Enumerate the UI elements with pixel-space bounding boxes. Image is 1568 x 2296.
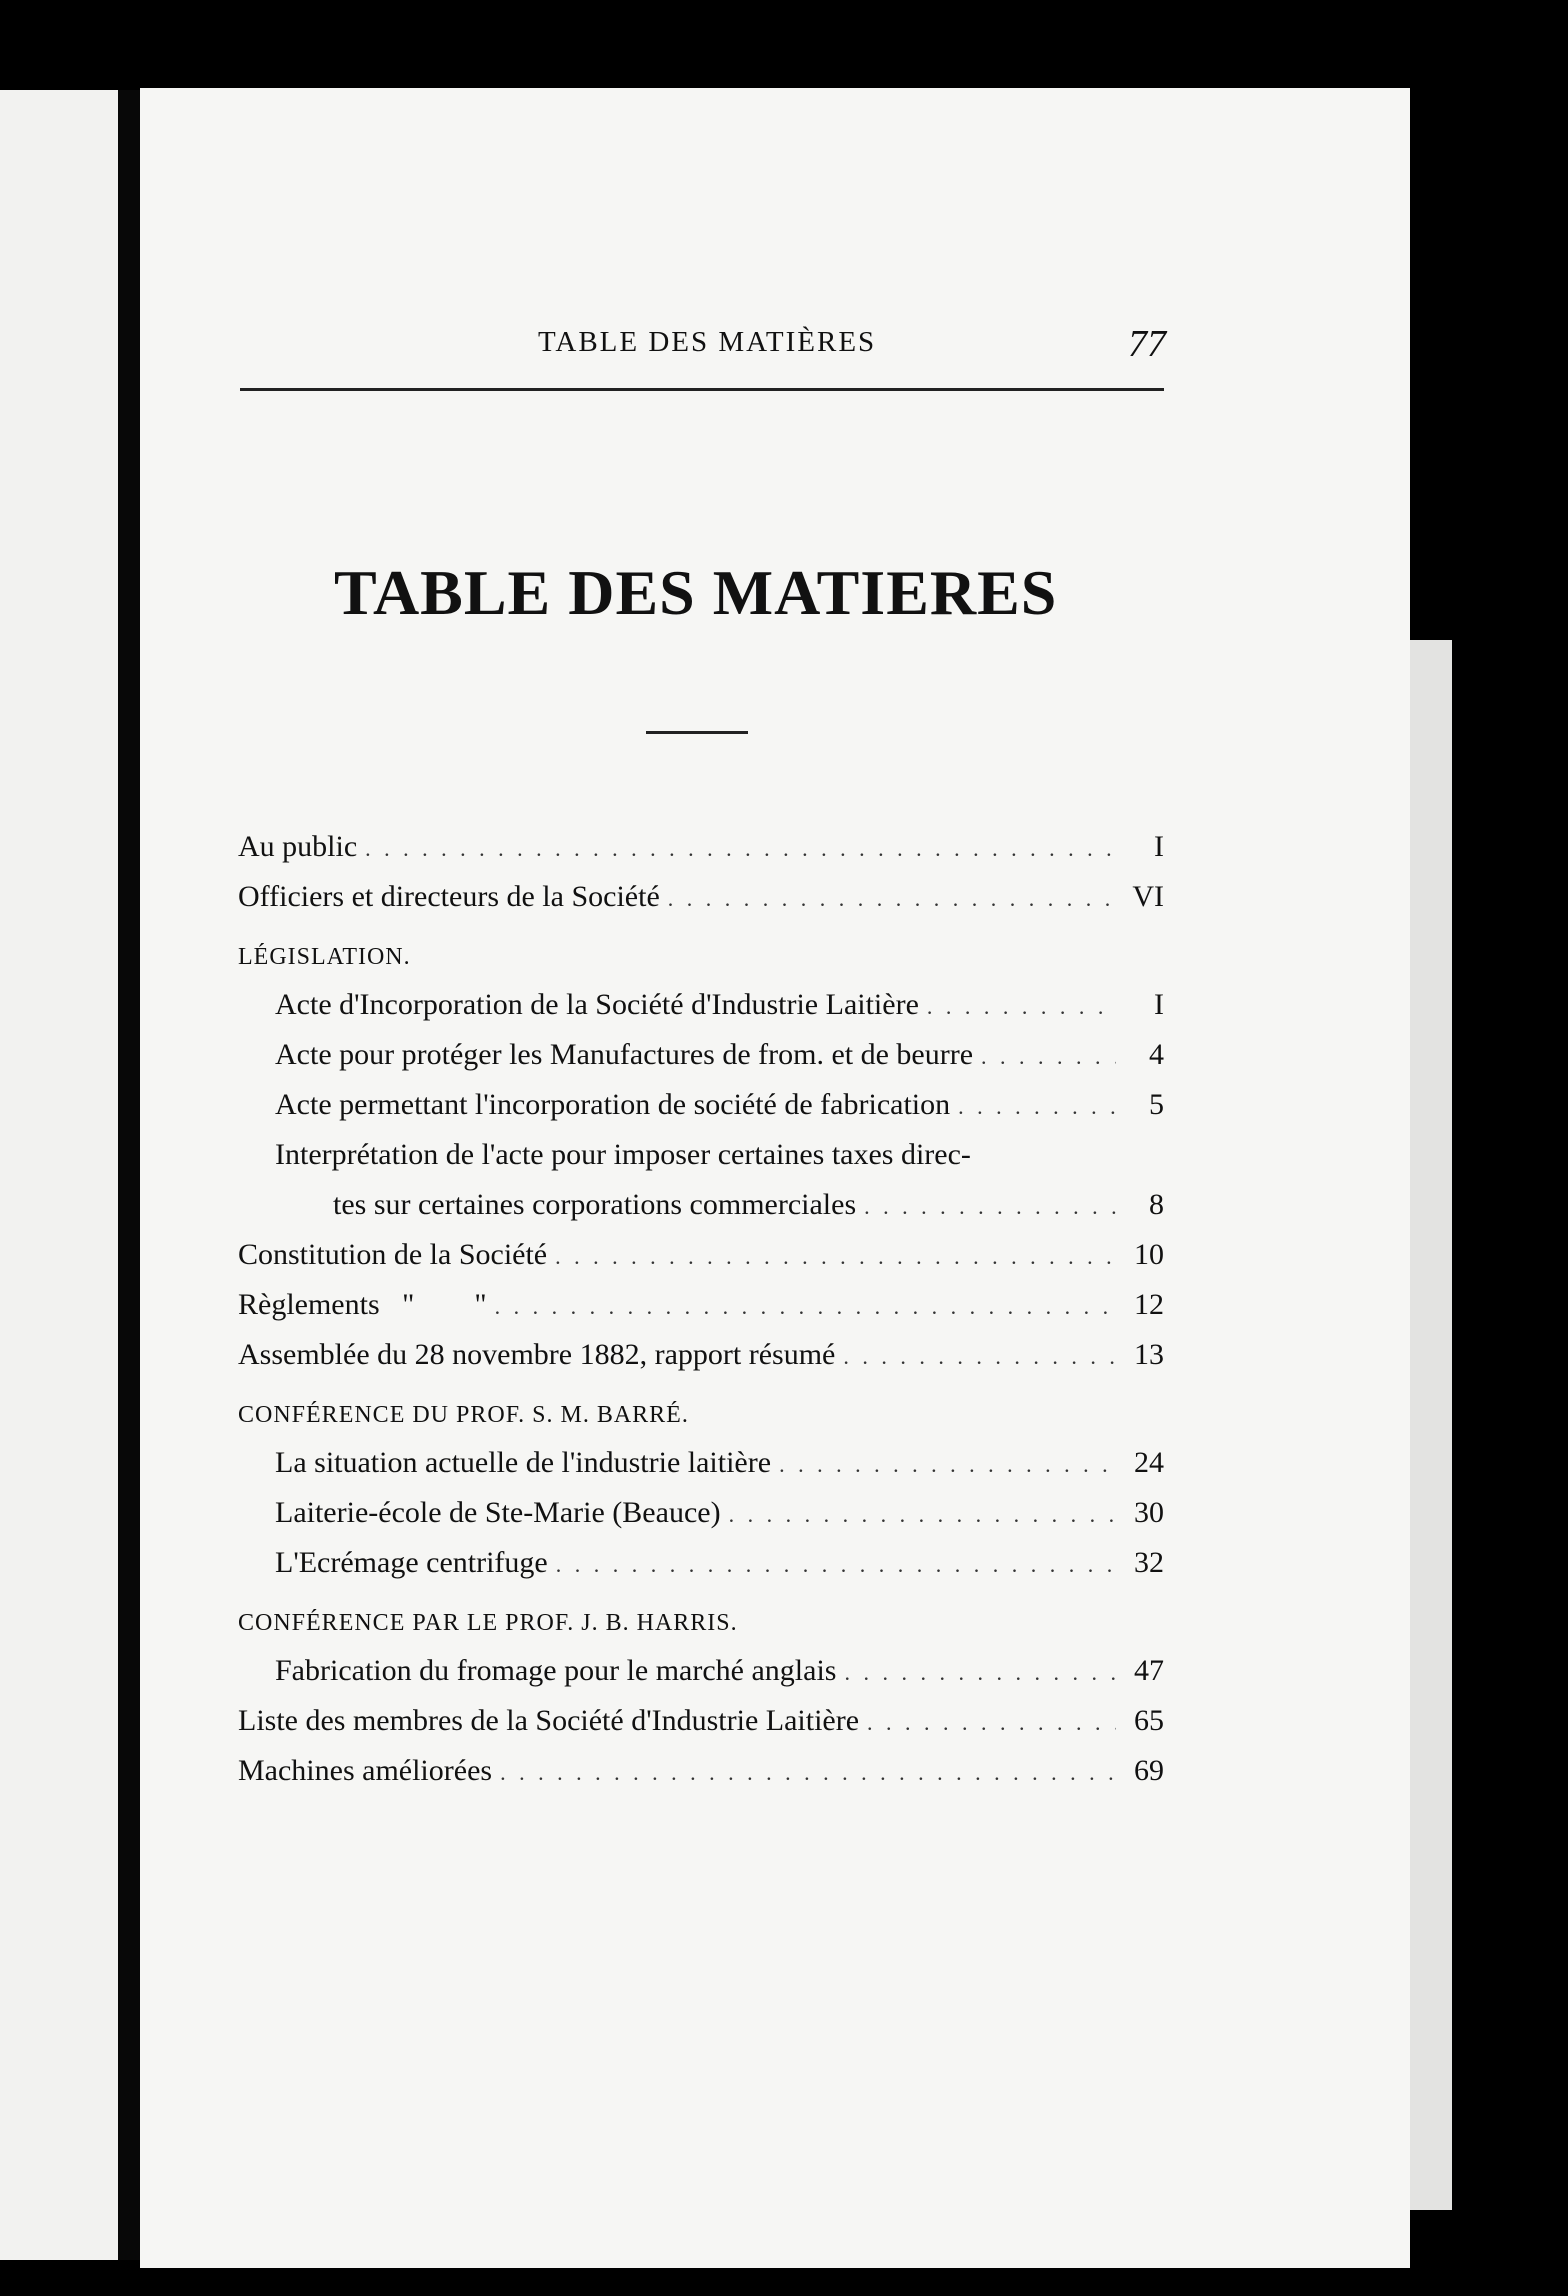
toc-entry-label: Acte permettant l'incorporation de société de fabrication: [275, 1088, 951, 1121]
toc-entry-page: 10: [1134, 1238, 1164, 1271]
toc-entry-label: Interprétation de l'acte pour imposer certaines taxes direc-: [275, 1138, 971, 1171]
dot-leader: [729, 1502, 1116, 1528]
toc-entry: [275, 1654, 1164, 1702]
toc-entry-page: 69: [1134, 1754, 1164, 1787]
toc-entry-label: Au public: [238, 830, 358, 863]
toc-entry-label: Laiterie-école de Ste-Marie (Beauce): [275, 1496, 721, 1529]
toc-entry-label: tes sur certaines corporations commerciales: [333, 1188, 857, 1221]
dot-leader: [843, 1344, 1116, 1370]
toc-section-heading: LÉGISLATION.: [238, 944, 411, 970]
dot-leader: [495, 1294, 1116, 1320]
toc-entry-page: 8: [1149, 1188, 1164, 1221]
gutter: [118, 90, 140, 2260]
dot-leader: [958, 1094, 1116, 1120]
toc-entry: [238, 880, 1164, 928]
header-rule: [240, 388, 1164, 391]
page-title: TABLE DES MATIERES: [334, 557, 1058, 628]
toc-entry: [275, 1546, 1164, 1594]
toc-entry: [333, 1188, 1164, 1236]
toc-entry: [238, 1754, 1164, 1802]
dot-leader: [779, 1452, 1116, 1478]
page-number: 77: [1128, 323, 1166, 365]
toc-entry-label: Liste des membres de la Société d'Industrie Laitière: [238, 1704, 860, 1737]
toc-entry-label: Officiers et directeurs de la Société: [238, 880, 660, 913]
toc-entry: [275, 1038, 1164, 1086]
toc-entry: [238, 1704, 1164, 1752]
dot-leader: [867, 1710, 1116, 1736]
toc-entry-page: 5: [1149, 1088, 1164, 1121]
toc-entry-label: Assemblée du 28 novembre 1882, rapport résumé: [238, 1338, 836, 1371]
toc-entry-page: I: [1154, 988, 1164, 1021]
toc-entry: [275, 1496, 1164, 1544]
toc-entry-page: 4: [1149, 1038, 1164, 1071]
dot-leader: [668, 886, 1116, 912]
dot-leader: [981, 1044, 1116, 1070]
toc-entry: [238, 830, 1164, 878]
toc-entry-page: 32: [1134, 1546, 1164, 1579]
toc-entry: [275, 1138, 1164, 1186]
toc-entry-label: Constitution de la Société: [238, 1238, 548, 1271]
dot-leader: [927, 994, 1116, 1020]
toc-entry-page: 12: [1134, 1288, 1164, 1321]
underlying-sheet-edge: [1410, 640, 1452, 2210]
toc-entry-page: I: [1154, 830, 1164, 863]
dot-leader: [555, 1244, 1116, 1270]
toc-entry-page: 24: [1134, 1446, 1164, 1479]
toc-entry-page: 47: [1134, 1654, 1164, 1687]
toc-entry: [238, 1288, 1164, 1336]
toc-entry: [275, 1446, 1164, 1494]
dot-leader: [365, 836, 1116, 862]
toc-entry-label: La situation actuelle de l'industrie laitière: [275, 1446, 772, 1479]
dot-leader: [500, 1760, 1116, 1786]
toc-entry-page: 13: [1134, 1338, 1164, 1371]
toc-entry-label: Règlements " ": [238, 1288, 487, 1321]
toc-entry-label: Acte pour protéger les Manufactures de from. et de beurre: [275, 1038, 974, 1071]
toc-entry-page: 30: [1134, 1496, 1164, 1529]
toc-entry: [275, 1088, 1164, 1136]
toc-entry-page: VI: [1132, 880, 1164, 913]
toc-section-heading: CONFÉRENCE PAR LE PROF. J. B. HARRIS.: [238, 1610, 738, 1636]
running-head: TABLE DES MATIÈRES: [538, 326, 877, 358]
toc-entry-label: Acte d'Incorporation de la Société d'Industrie Laitière: [275, 988, 919, 1021]
dot-leader: [864, 1194, 1116, 1220]
toc-entry-label: Machines améliorées: [238, 1754, 493, 1787]
dot-leader: [556, 1552, 1116, 1578]
dot-leader: [844, 1660, 1116, 1686]
toc-entry: [275, 988, 1164, 1036]
toc-section-heading: CONFÉRENCE DU PROF. S. M. BARRÉ.: [238, 1402, 689, 1428]
toc-entry-label: Fabrication du fromage pour le marché anglais: [275, 1654, 837, 1687]
toc-entry: [238, 1238, 1164, 1286]
toc-entry-page: 65: [1134, 1704, 1164, 1737]
toc-entry-label: L'Ecrémage centrifuge: [275, 1546, 548, 1579]
facing-page-edge: [0, 90, 118, 2260]
toc-entry: [238, 1338, 1164, 1386]
title-rule: [646, 731, 748, 734]
